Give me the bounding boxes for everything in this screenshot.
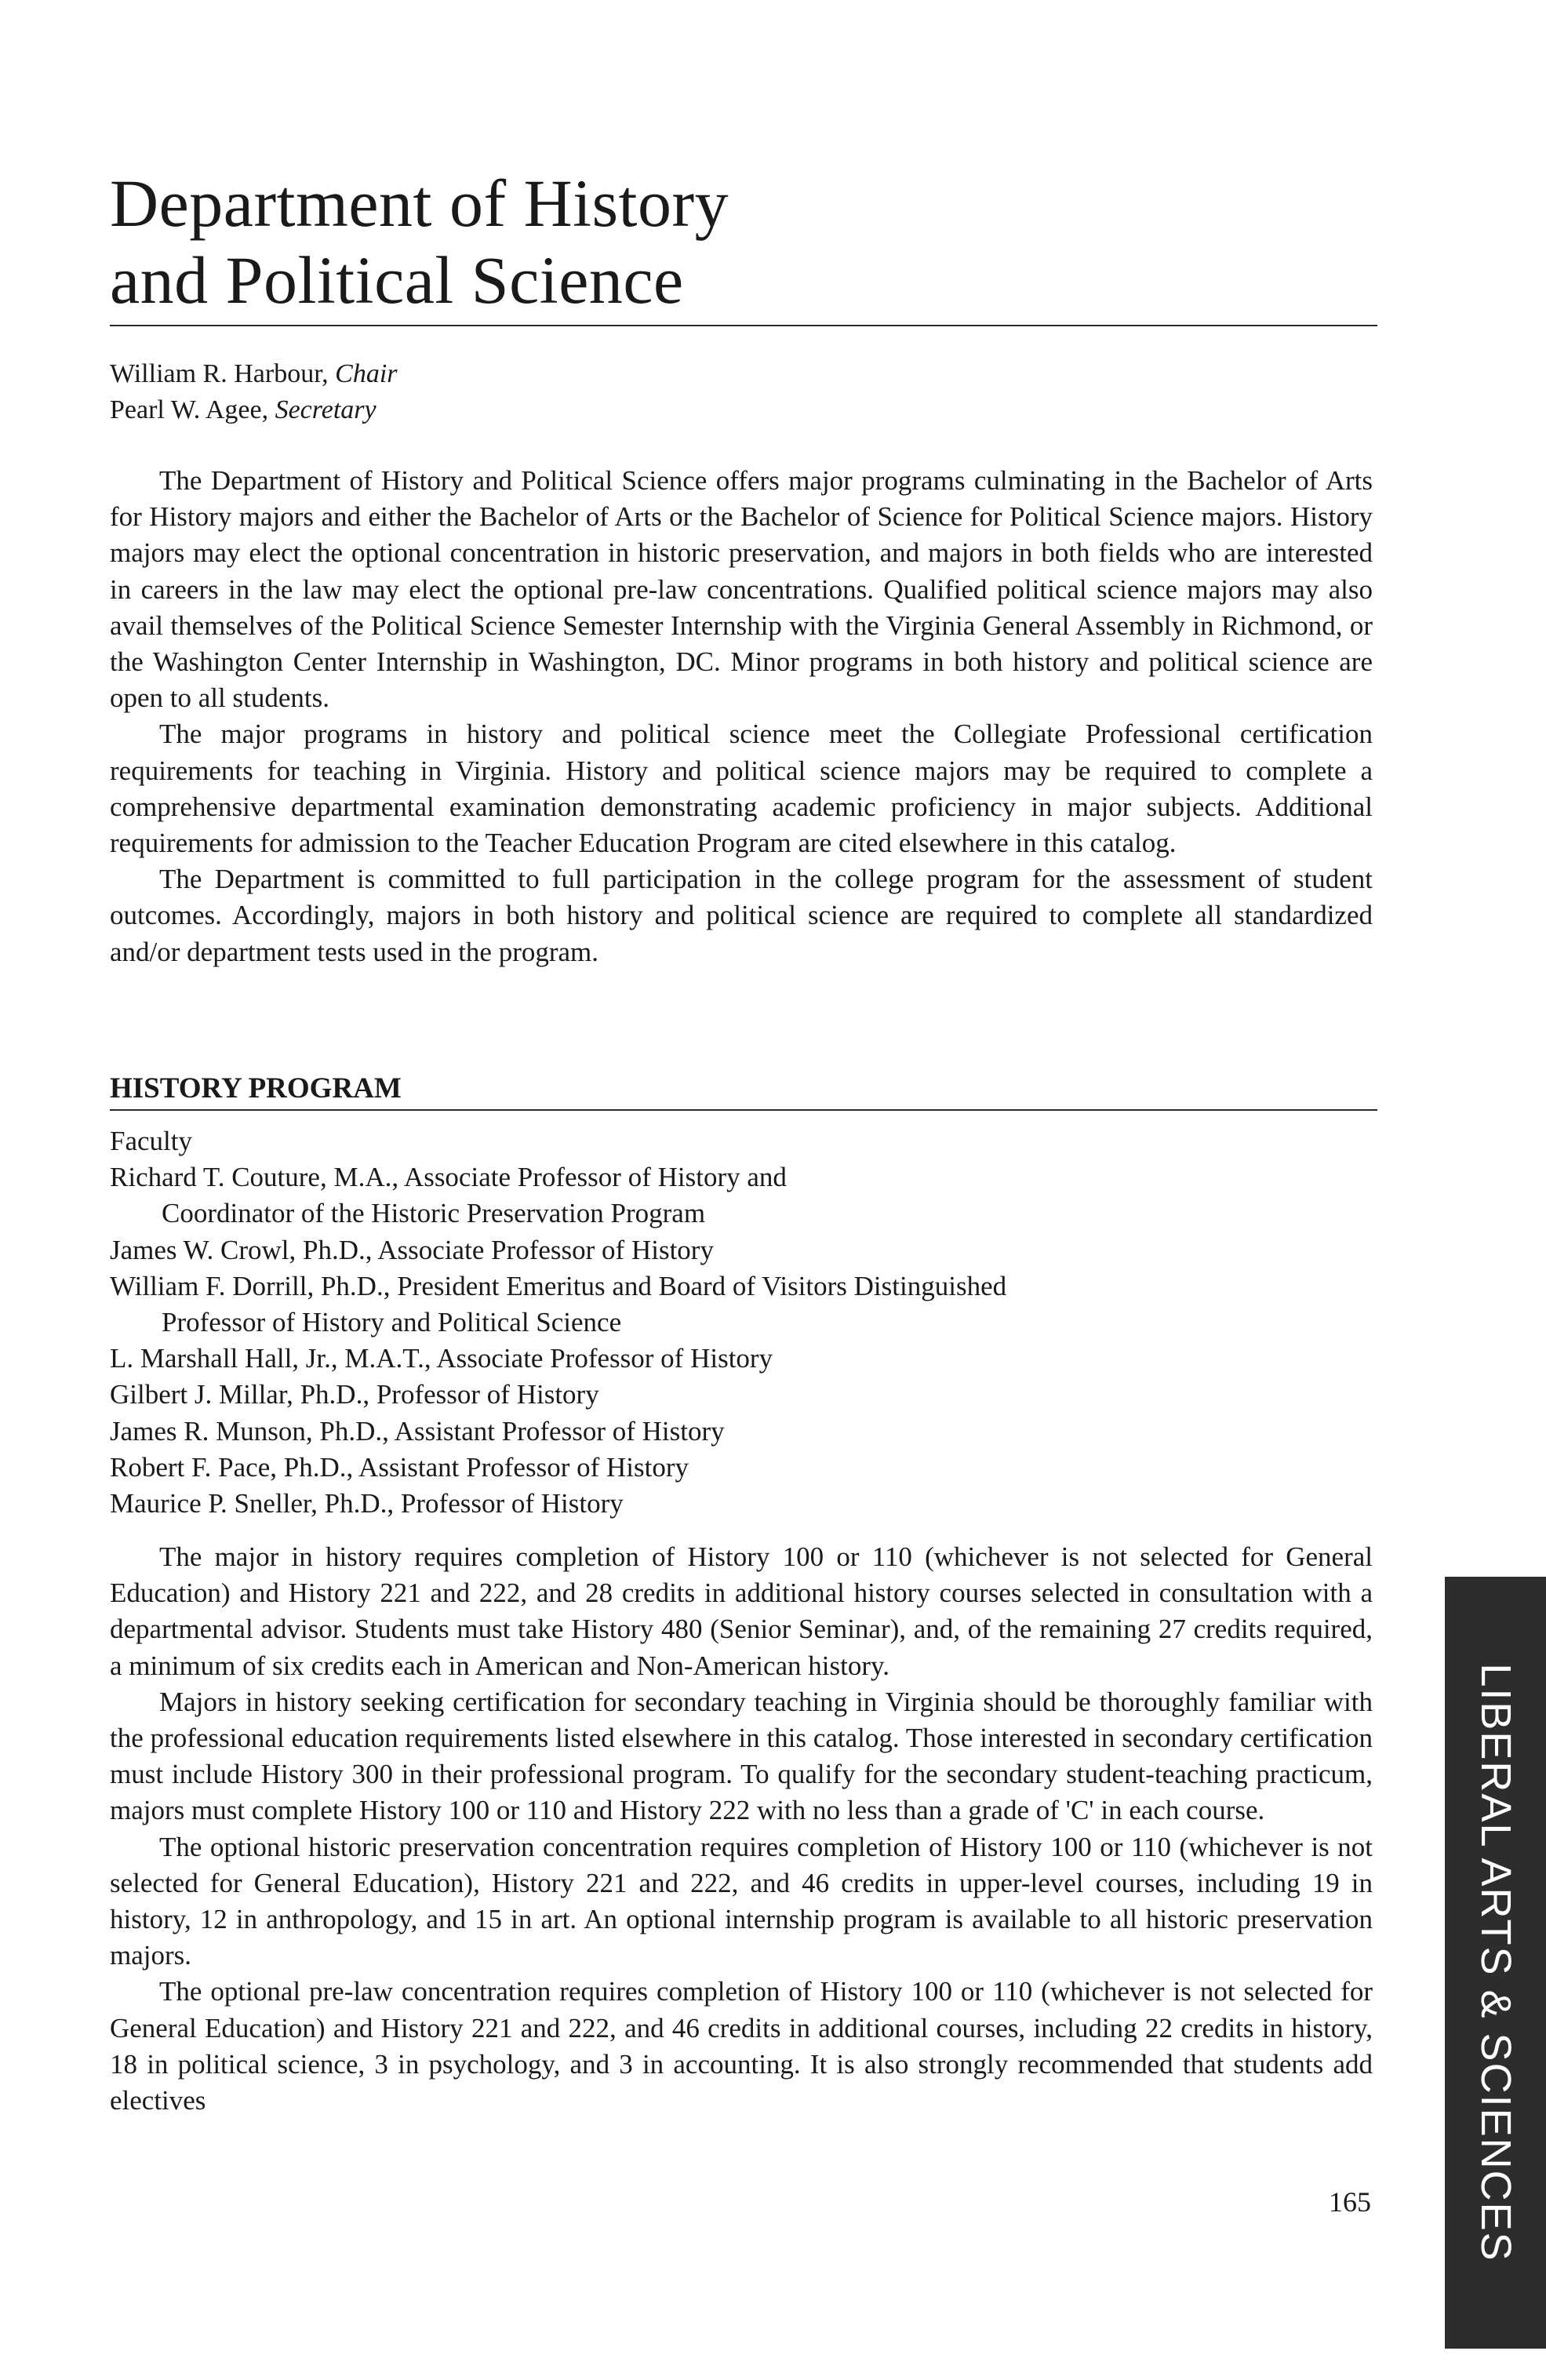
program-paragraph: The optional pre-law concentration requires completion of History 100 or 110 (whichever is not selected for General Education) and History 221 and 222, and 46 credits in additional courses, including 22 credits in history, 18 in political science, 3 in psychology, and 3 in accounting. It is also strongly recommended that students add electives [110,1976,1373,2116]
page-title-line-1: Department of History [110,166,729,241]
faculty-label: Faculty [110,1126,192,1156]
intro-paragraph: The Department is committed to full participation in the college program for the assessment of student outcomes. Accordingly, majors in both history and political science are required to complete all standardized and/or department tests used in the program. [110,864,1373,967]
program-paragraph: The major in history requires completion of History 100 or 110 (whichever is not selected for General Education) and History 221 and 222, and 28 credits in additional history courses selected in consultation with a departmental advisor. Students must take History 480 (Senior Seminar), and, of the remaining 27 credits required, a minimum of six credits each in American and Non-American history. [110,1541,1373,1681]
faculty-entry: James R. Munson, Ph.D., Assistant Professor of History [110,1415,725,1447]
page-number: 165 [1329,2186,1371,2218]
page-title [110,165,1373,318]
faculty-entry: Robert F. Pace, Ph.D., Assistant Professor of History [110,1451,689,1483]
section-heading-history-program: HISTORY PROGRAM [110,1070,1377,1111]
intro-paragraph: The Department of History and Political Science offers major programs culminating in the Bachelor of Arts for History majors and either the Bachelor of Arts or the Bachelor of Science for Political Science majors. History majors may elect the optional concentration in historic preservation, and majors in both fields who are interested in careers in the law may elect the optional pre-law concentrations. Qualified political science majors may also avail themselves of the Political Science Semester Internship with the Virginia General Assembly in Richmond, or the Washington Center Internship in Washington, DC. Minor programs in both history and political science are open to all students. [110,465,1373,714]
department-staff [110,356,1373,428]
program-paragraph: Majors in history seeking certification for secondary teaching in Virginia should be thoroughly familiar with the professional education requirements listed elsewhere in this catalog. Those interested in secondary certification must include History 300 in their professional program. To qualify for the secondary student-teaching practicum, majors must complete History 100 or 110 and History 222 with no less than a grade of 'C' in each course. [110,1686,1373,1826]
faculty-entry: Gilbert J. Millar, Ph.D., Professor of History [110,1379,599,1410]
staff-role: Chair [335,359,398,388]
department-introduction [110,463,1373,970]
program-paragraph: The optional historic preservation concentration requires completion of History 100 or 110 (whichever is not selected for General Education), History 221 and 222, and 46 credits in upper-level courses, including 19 in history, 12 in anthropology, and 15 in art. An optional internship program is available to all historic preservation majors. [110,1831,1373,1971]
faculty-entry: Maurice P. Sneller, Ph.D., Professor of History [110,1488,624,1519]
faculty-entry-continuation: Professor of History and Political Science [162,1307,622,1338]
faculty-entry-continuation: Coordinator of the Historic Preservation Program [162,1198,706,1229]
history-program-requirements [110,1539,1373,2119]
staff-name: William R. Harbour, [110,359,329,388]
intro-paragraph: The major programs in history and political science meet the Collegiate Professional certification requirements for teaching in Virginia. History and political science majors may be required to complete a comprehensive departmental examination demonstrating academic proficiency in major subjects. Additional requirements for admission to the Teacher Education Program are cited elsewhere in this catalog. [110,719,1373,859]
faculty-list [110,1123,1373,1522]
staff-name: Pearl W. Agee, [110,395,269,424]
staff-role: Secretary [275,395,376,424]
faculty-entry: William F. Dorrill, Ph.D., President Emeritus and Board of Visitors Distinguished [110,1270,1007,1301]
staff-secretary [110,392,1373,428]
faculty-entry: James W. Crowl, Ph.D., Associate Professor of History [110,1234,714,1265]
faculty-entry: L. Marshall Hall, Jr., M.A.T., Associate Professor of History [110,1343,773,1374]
title-rule [110,325,1377,326]
staff-chair [110,356,1373,392]
page-title-line-2: and Political Science [110,242,684,318]
faculty-entry: Richard T. Couture, M.A., Associate Professor of History and [110,1162,787,1193]
side-tab-label: LIBERAL ARTS & SCIENCES [1471,1663,1519,2262]
section-side-tab [1445,1577,1546,2349]
